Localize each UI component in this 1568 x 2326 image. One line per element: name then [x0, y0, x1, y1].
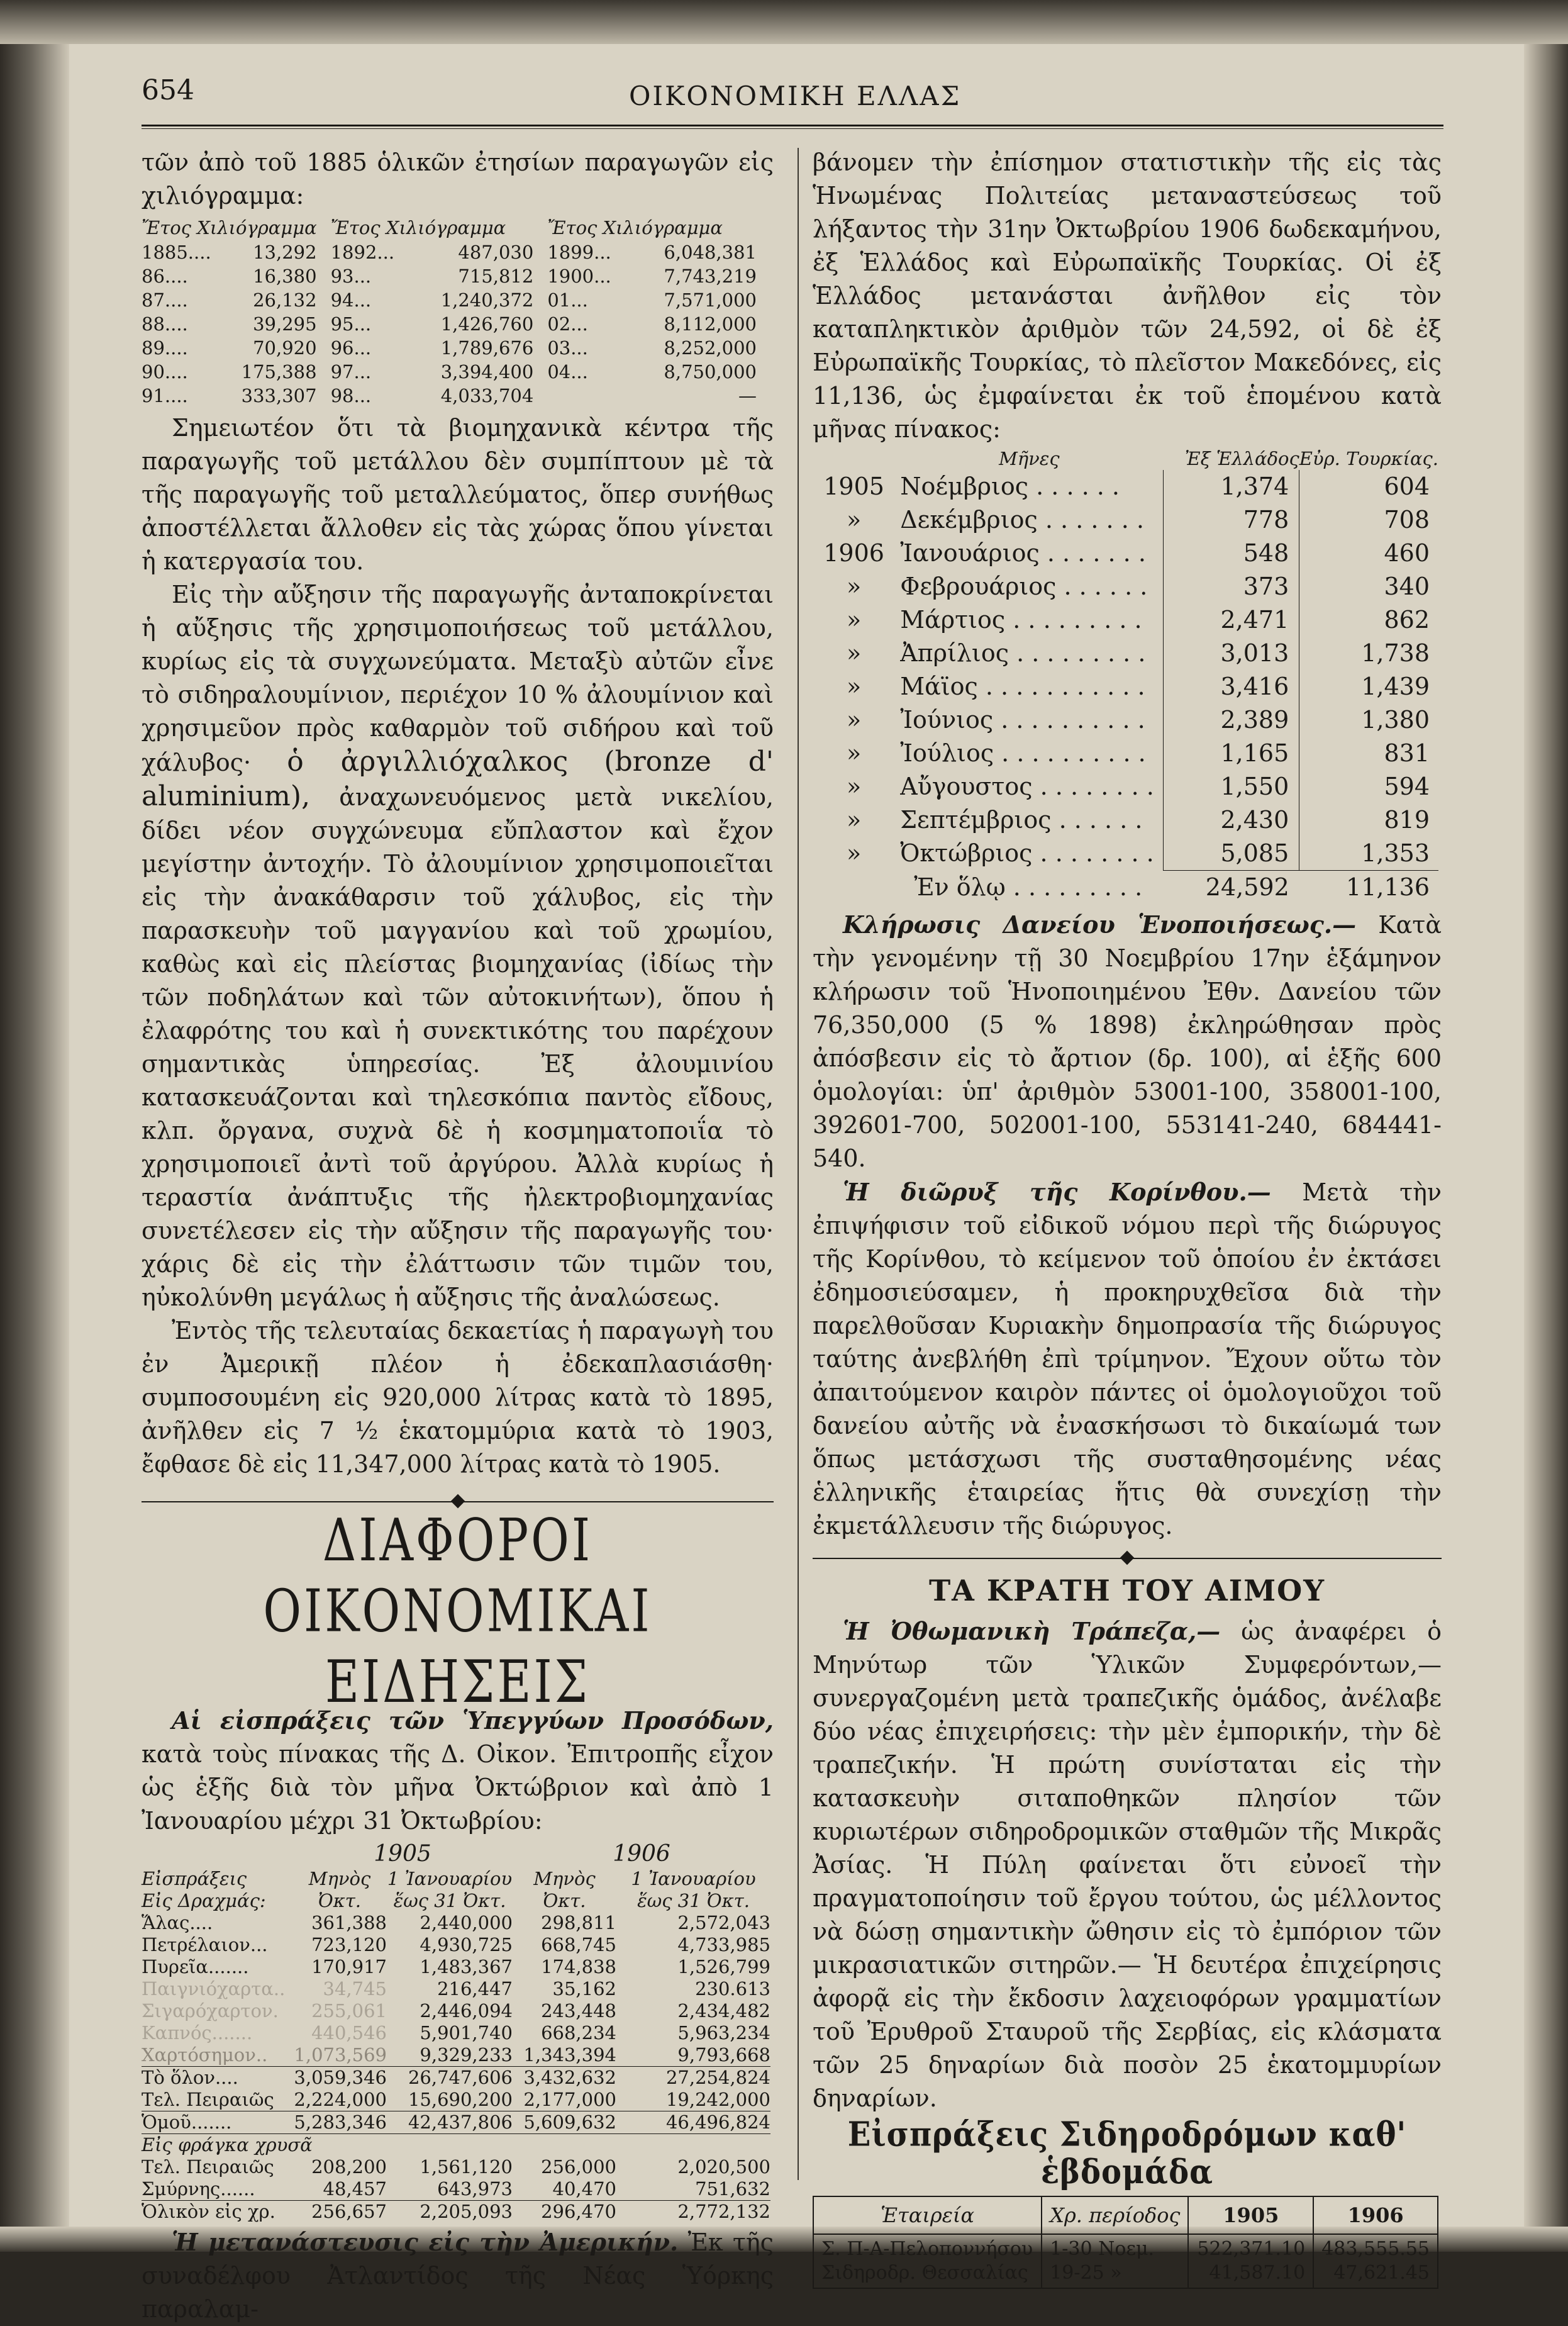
paragraph-text: Κατὰ τὴν γενομένην τῇ 30 Νοεμβρίου 17ην ἑξάμηνον κλήρωσιν τοῦ Ἡνοποιημένου Ἐθν. Δανείου τῶν 76,350,000 (5 % 1898) ἐκληρώθησαν πρὸς ἀπόσβεσιν εἰς τὸ ἄρτιον (δρ. 100), αἱ ἑξῆς 600 ὁμολογίαι: ὑπ' ἀριθμὸν 53001-100, 358001-100, 392601-700, 502001-100, 553141-240, 684441-540. [813, 911, 1442, 1172]
table-cell: 40,470 [552, 2178, 616, 2200]
paragraph [813, 1614, 1442, 2115]
row-label: Καπνός....... [142, 2022, 253, 2044]
year-cell: » [846, 673, 862, 700]
row-label: Σμύρνης...... [142, 2178, 255, 2200]
table-cell: 9,793,668 [677, 2044, 770, 2066]
table-row [813, 703, 1438, 737]
year-cell: 93... [330, 266, 372, 287]
table-cell: 216,447 [437, 1978, 513, 1999]
paragraph: Σημειωτέον ὅτι τὰ βιομηχανικὰ κέντρα τῆς παραγωγῆς τοῦ μετάλλου δὲν συμπίπτουν μὲ τὰ τῆς παραγωγῆς τοῦ μεταλλεύματος, ὅπερ συνήθως ἀποστέλλεται ἄλλοθεν εἰς τὰς χώρας ὅπου γίνεται ἡ κατεργασία του. [142, 414, 774, 575]
year-row [142, 1840, 770, 1868]
total-row [142, 2067, 770, 2089]
gold-heading: Εἰς φράγκα χρυσᾶ [142, 2134, 770, 2157]
table-cell: 5,283,346 [292, 2111, 387, 2134]
table-row [142, 2044, 770, 2067]
column-header: Ἔτος Χιλιόγραμμα [330, 217, 506, 238]
value-cell: 1,426,760 [440, 313, 534, 335]
row-label: Ὁλικὸν εἰς χρ. [142, 2201, 292, 2223]
column-subheader: ἕως 31 Ὀκτ. [637, 1890, 750, 1911]
year-cell: » [846, 573, 862, 600]
month-cell: Δεκέμβριος . . . . . . . [900, 506, 1144, 534]
row-label: Ὁμοῦ....... [142, 2111, 292, 2134]
company-name: Σ. Π-Α-Πελοποννήσου [821, 2238, 1033, 2260]
left-column [142, 146, 774, 2326]
section-ornament [813, 1546, 1442, 1572]
year-cell: 04... [547, 361, 588, 383]
table-row [142, 288, 770, 312]
column-header: Μηνὸς [533, 1868, 596, 1889]
period: 1-30 Νοεμ. [1050, 2238, 1155, 2260]
table-row [813, 803, 1438, 837]
table-cell: 1,561,120 [420, 2156, 513, 2178]
row-label: Ἐν ὅλῳ . . . . . . . . . [914, 873, 1143, 901]
item-title: Κλήρωσις Δανείου Ἑνοποιήσεως.— [843, 910, 1357, 939]
company-name: Σιδηροδρ. Θεσσαλίας [821, 2262, 1028, 2284]
period-cell [1042, 2234, 1188, 2288]
table-cell: 46,496,824 [616, 2111, 770, 2134]
piraeus-row [142, 2089, 770, 2111]
month-cell: Μάϊος . . . . . . . . . . . [900, 673, 1145, 700]
month-cell: Μάρτιος . . . . . . . . . [900, 606, 1142, 634]
table-cell: 1,738 [1299, 637, 1438, 670]
year-cell: 01... [547, 289, 588, 311]
production-rows [142, 240, 770, 408]
table-cell: 1,439 [1299, 670, 1438, 703]
table-cell: 2,772,132 [616, 2201, 770, 2223]
table-cell: 2,440,000 [420, 1912, 513, 1933]
value-cell: 16,380 [253, 266, 317, 287]
year-cell: 98... [330, 385, 372, 406]
year-cell: 1900... [547, 266, 611, 287]
table-row [142, 1978, 770, 2000]
table-cell: 9,329,233 [420, 2044, 513, 2066]
value-cell: 3,394,400 [440, 361, 534, 383]
table-cell: 2,020,500 [677, 2156, 770, 2178]
row-label: Ἅλας.... [142, 1912, 213, 1933]
table-cell: 208,200 [311, 2156, 387, 2178]
table-row [142, 240, 770, 264]
value-cell: 7,571,000 [664, 289, 757, 311]
scan-shadow-left [0, 0, 69, 2252]
paragraph-text: Μετὰ τὴν ἐπιψήφισιν τοῦ εἰδικοῦ νόμου περὶ τῆς διώρυγος τῆς Κορίνθου, τὸ κείμενον τοῦ ὁποίου ἐν ἐκτάσει ἐδημοσιεύσαμεν, ἡ προκηρυχθεῖσα διὰ τὴν παρελθοῦσαν Κυριακὴν δημοπρασία τῆς διώρυγος ταύτης ἀνεβλήθη ἐπὶ τρίμηνον. Ἔχουν οὕτω τὸν ἀπαιτούμενον καιρὸν πάντες οἱ ὁμολογιοῦχοι τοῦ δανείου αὐτῆς νὰ ἐνασκήσωσι τὸ δικαίωμά των ὅπως μετάσχωσι τῆς συσταθησομένης νέας ἑλληνικῆς ἑταιρείας ἥτις θὰ συνεχίσῃ τὴν ἐκμετάλλευσιν τῆς διώρυγος. [813, 1178, 1442, 1540]
year-cell: 97... [330, 361, 372, 383]
value-cell: — [738, 385, 757, 406]
table-cell: 256,657 [292, 2201, 387, 2223]
table-row [142, 1912, 770, 1934]
table-cell: 2,430 [1164, 803, 1299, 837]
table-header-row [142, 1868, 770, 1890]
table-row [813, 2234, 1438, 2288]
table-cell: 255,061 [311, 2000, 387, 2021]
value-cell: 39,295 [253, 313, 317, 335]
column-header: Μῆνες [999, 448, 1060, 469]
table-cell: 1,380 [1299, 703, 1438, 737]
column-header: Ἔτος Χιλιόγραμμα [547, 217, 723, 238]
year-cell: 90.... [142, 361, 188, 383]
revenue-rows [142, 1912, 770, 2067]
column-header: Μηνὸς [308, 1868, 371, 1889]
table-row [142, 1934, 770, 1956]
table-cell: 3,432,632 [513, 2067, 616, 2089]
value-cell: 13,292 [253, 242, 317, 263]
table-cell: 3,059,346 [292, 2067, 387, 2089]
table-cell: 751,632 [695, 2178, 770, 2200]
table-cell: 256,000 [541, 2156, 616, 2178]
table-cell: 42,437,806 [387, 2111, 513, 2134]
month-cell: Νοέμβριος . . . . . . [900, 472, 1120, 500]
table-row [142, 312, 770, 336]
table-cell: 3,416 [1164, 670, 1299, 703]
table-row [142, 2201, 770, 2223]
table-row [813, 637, 1438, 670]
table-cell: 1,526,799 [677, 1956, 770, 1977]
table-cell: 668,234 [541, 2022, 616, 2044]
year-cell: 03... [547, 337, 588, 359]
table-subheader-row [142, 1890, 770, 1912]
table-cell: 778 [1164, 503, 1299, 537]
paragraph [142, 2225, 774, 2326]
value-cell: 8,252,000 [664, 337, 757, 359]
table-row [813, 570, 1438, 603]
section-heading: ΔΙΑΦΟΡΟΙ ΟΙΚΟΝΟΜΙΚΑΙ ΕΙΔΗΣΕΙΣ [263, 1506, 652, 1716]
gold-heading-row [142, 2134, 770, 2157]
table-cell: 2,572,043 [677, 1912, 770, 1933]
column-header: Εὐρ. Τουρκίας. [1299, 448, 1438, 469]
year-cell: 02... [547, 313, 588, 335]
table-cell: 862 [1299, 603, 1438, 637]
value-cell: 1,240,372 [440, 289, 534, 311]
running-title: ΟΙΚΟΝΟΜΙΚΗ ΕΛΛΑΣ [629, 81, 962, 111]
table-cell: 668,745 [541, 1934, 616, 1955]
table-cell: 48,457 [323, 2178, 387, 2200]
value-cell: 26,132 [253, 289, 317, 311]
column-header: 1 Ἰανουαρίου [631, 1868, 756, 1889]
month-cell: Αὔγουστος . . . . . . . . [900, 773, 1154, 800]
value-cell [1188, 2234, 1313, 2288]
paragraph [142, 578, 774, 1314]
column-header: Ἑταιρεία [813, 2196, 1042, 2234]
paragraph-text: Εἰς τὴν αὔξησιν τῆς παραγωγῆς ἀνταποκρίνεται ἡ αὔξησις τῆς χρησιμοποιήσεως τοῦ μετάλλου, κυρίως εἰς τὰ συγχωνεύματα. Μεταξὺ αὐτῶν εἶνε τὸ σιδηραλουμίνιον, περιέχον 10 % ἀλουμίνιον καὶ χρησιμεῦον πρὸς καθαρμὸν τοῦ σιδήρου καὶ τοῦ χάλυβος· [142, 581, 774, 776]
value-cell: 7,743,219 [664, 266, 757, 287]
month-cell: Ἰούλιος . . . . . . . . . . [900, 739, 1146, 767]
table-cell: 2,471 [1164, 603, 1299, 637]
table-cell: 1,483,367 [420, 1956, 513, 1977]
year-cell: » [846, 606, 862, 634]
header-rule [142, 125, 1443, 129]
table-cell: 3,013 [1164, 637, 1299, 670]
revenue-table [142, 1840, 770, 2223]
month-cell: Ἰούνιος . . . . . . . . . . [900, 706, 1145, 734]
year-cell: 94... [330, 289, 372, 311]
row-label: Χαρτόσημον.. [142, 2044, 268, 2066]
table-cell: 548 [1164, 537, 1299, 570]
value-cell: 487,030 [458, 242, 534, 263]
table-cell: 723,120 [311, 1934, 387, 1955]
row-label: Σιγαρόχαρτον. [142, 2000, 279, 2021]
table-row [142, 1956, 770, 1978]
alloy-term: ὁ ἀργιλλιόχαλκος [287, 746, 569, 778]
year-cell: 1905 [823, 472, 884, 500]
year-cell: » [846, 739, 862, 767]
column-divider [798, 148, 799, 2180]
table-cell: 1,374 [1164, 470, 1299, 503]
table-cell: 174,838 [541, 1956, 616, 1977]
value-cell: 70,920 [253, 337, 317, 359]
value-cell: 175,388 [241, 361, 317, 383]
column-header: Ἐξ Ἑλλάδος [1184, 448, 1299, 469]
table-cell: 26,747,606 [387, 2067, 513, 2089]
french-term: (bronze d' aluminium), [142, 746, 774, 812]
row-label: Πετρέλαιον... [142, 1934, 268, 1955]
right-column [813, 146, 1442, 2289]
month-cell: Φεβρουάριος . . . . . . [900, 573, 1148, 600]
column-subheader: Ὀκτ. [543, 1890, 586, 1911]
table-cell: 373 [1164, 570, 1299, 603]
railway-receipts-table [813, 2196, 1438, 2289]
value-cell [1313, 2234, 1438, 2288]
table-cell: 2,224,000 [294, 2089, 387, 2110]
table-cell: 460 [1299, 537, 1438, 570]
emigration-table [813, 447, 1438, 904]
table-cell: 643,973 [437, 2178, 513, 2200]
table-header-row [142, 215, 770, 240]
table-row [142, 2022, 770, 2044]
year-cell: 1899... [547, 242, 611, 263]
year-cell: 91.... [142, 385, 188, 406]
column-subheader: Εἰς Δραχμάς: [142, 1890, 266, 1911]
table-cell: 4,930,725 [420, 1934, 513, 1955]
paragraph: Ἐντὸς τῆς τελευταίας δεκαετίας ἡ παραγωγὴ του ἐν Ἀμερικῇ πλέον ἡ ἐδεκαπλασιάσθη· συμποσουμένη εἰς 920,000 λίτρας κατὰ τὸ 1895, ἀνῆλθεν εἰς 7 ½ ἑκατομμύρια κατὰ τὸ 1903, ἔφθασε δὲ εἰς 11,347,000 λίτρας κατὰ τὸ 1905. [142, 1317, 774, 1478]
row-label: Τελ. Πειραιῶς [142, 2089, 274, 2110]
table-row [813, 770, 1438, 803]
table-row [813, 603, 1438, 637]
table-cell: 19,242,000 [665, 2089, 770, 2110]
year-cell: » [846, 806, 862, 834]
section-heading: ΤΑ ΚΡΑΤΗ ΤΟΥ ΑΙΜΟΥ [928, 1574, 1326, 1608]
table-cell: 2,434,482 [677, 2000, 770, 2021]
paragraph-text: κατὰ τοὺς πίνακας τῆς Δ. Οἰκον. Ἐπιτροπῆς εἶχον ὡς ἑξῆς διὰ τὸν μῆνα Ὀκτώβριον καὶ ἀπὸ 1 Ἰανουαρίου μέχρι 31 Ὀκτωβρίου: [142, 1740, 774, 1835]
gold-rows [142, 2156, 770, 2223]
column-subheader: ἕως 31 Ὀκτ. [393, 1890, 506, 1911]
table-row [813, 737, 1438, 770]
table-row [142, 264, 770, 288]
row-label: Τελ. Πειραιῶς [142, 2156, 274, 2178]
table-row [142, 2156, 770, 2178]
table-cell: 2,205,093 [387, 2201, 513, 2223]
item-title: Ἡ διῶρυξ τῆς Κορίνθου.— [843, 1178, 1271, 1206]
year-cell: » [846, 839, 862, 868]
table-cell: 2,177,000 [523, 2089, 616, 2110]
table-cell: 11,136 [1299, 871, 1438, 905]
table-row [142, 360, 770, 384]
table-cell: 708 [1299, 503, 1438, 537]
item-title: Ἡ μετανάστευσις εἰς τὴν Ἀμερικήν. [172, 2228, 679, 2256]
column-header: Ἔτος Χιλιόγραμμα [142, 217, 317, 238]
table-row [813, 503, 1438, 537]
table-cell: 1,073,569 [294, 2044, 387, 2066]
table-cell: 24,592 [1164, 871, 1299, 905]
table-cell: 831 [1299, 737, 1438, 770]
column-subheader: Ὀκτ. [318, 1890, 362, 1911]
table-row [142, 336, 770, 360]
scan-shadow-top [0, 0, 1568, 44]
year-cell: 86.... [142, 266, 188, 287]
month-cell: Ἰανουάριος . . . . . . . [900, 539, 1146, 567]
paragraph [813, 908, 1442, 1175]
table-header-row [813, 447, 1438, 470]
aluminium-production-table [142, 215, 770, 408]
table-cell: 340 [1299, 570, 1438, 603]
value-cell: 4,033,704 [440, 385, 534, 406]
value-cell: 715,812 [458, 266, 534, 287]
year-cell: 1885.... [142, 242, 211, 263]
value-1906: 483,555.55 [1321, 2238, 1430, 2260]
table-cell: 819 [1299, 803, 1438, 837]
table-cell: 170,917 [311, 1956, 387, 1977]
total-row [813, 871, 1438, 905]
table-cell: 35,162 [552, 1978, 616, 1999]
year-cell: 95... [330, 313, 372, 335]
ornament-diamond-icon [1120, 1551, 1135, 1565]
table-cell: 1,165 [1164, 737, 1299, 770]
column-header: 1905 [1188, 2196, 1313, 2234]
month-cell: Σεπτέμβριος . . . . . . [900, 806, 1143, 834]
table-cell: 4,733,985 [677, 1934, 770, 1955]
table-cell: 594 [1299, 770, 1438, 803]
year-cell: » [846, 506, 862, 534]
item-title: Ἡ Ὀθωμανικὴ Τράπεζα,— [843, 1617, 1221, 1645]
column-header: Εἰσπράξεις [142, 1868, 247, 1889]
table-cell: 440,546 [311, 2022, 387, 2044]
paragraph: βάνομεν τὴν ἐπίσημον στατιστικὴν τῆς εἰς τὰς Ἡνωμένας Πολιτείας μεταναστεύσεως τοῦ λήξαντος τὴν 31ην Ὀκτωβρίου 1906 δωδεκαμήνου, ἐξ Ἑλλάδος καὶ Εὐρωπαϊκῆς Τουρκίας. Οἱ ἐξ Ἑλλάδος μετανάσται ἀνῆλθον εἰς τὸν καταπληκτικὸν ἀριθμὸν τῶν 24,592, οἱ δὲ ἐξ Εὐρωπαϊκῆς Τουρκίας, τὸ πλεῖστον Μακεδόνες, εἰς 11,136, ὡς ἐμφαίνεται ἐκ τοῦ ἑπομένου κατὰ μῆνας πίνακος: [813, 148, 1442, 443]
paragraph-text: ἀναχωνευόμενος μετὰ νικελίου, δίδει νέον συγχώνευμα εὔπλαστον καὶ ἔχον μεγίστην ἀντοχήν. Τὸ ἀλουμίνιον χρησιμοποιεῖται εἰς τὴν ἀνακάθαρσιν τοῦ χάλυβος, εἰς τὴν παρασκευὴν τοῦ μαγγανίου καὶ τοῦ χρωμίου, καθὼς καὶ εἰς πλείστας βιομηχανίας (ἰδίως τὴν τῶν ποδηλάτων καὶ τῶν αὐτοκινήτων), ὅπου ἡ ἐλαφρότης του καὶ ἡ συνεκτικότης του παρέχουν σημαντικὰς ὑπηρεσίας. Ἐξ ἀλουμινίου κατασκευάζονται καὶ τηλεσκόπια παντὸς εἴδους, κλπ. ὄργανα, συχνὰ δὲ ἡ κοσμηματοποιΐα τὸ χρησιμοποιεῖ ἀντὶ τοῦ ἀργύρου. Ἀλλὰ κυρίως ἡ τεραστία ἀνάπτυξις τῆς ἠλεκτροβιομηχανίας συνετέλεσεν εἰς τὴν αὔξησιν τῆς παραγωγῆς του· χάρις δὲ εἰς τὴν ἐλάττωσιν τῶν τιμῶν του, ηὐκολύνθη μεγάλως ἡ αὔξησις τῆς ἀναλώσεως. [142, 783, 774, 1311]
column-header: 1 Ἰανουαρίου [387, 1868, 513, 1889]
table-cell: 34,745 [323, 1978, 387, 1999]
table-cell: 298,811 [541, 1912, 616, 1933]
table-row [142, 2178, 770, 2201]
table-row [142, 2000, 770, 2022]
year-cell: 87.... [142, 289, 188, 311]
item-title: Αἱ εἰσπράξεις τῶν Ὑπεγγύων Προσόδων, [172, 1706, 774, 1735]
year-label: 1905 [374, 1841, 431, 1867]
year-cell: » [846, 773, 862, 800]
table-row [142, 384, 770, 408]
row-label: Τὸ ὅλον.... [142, 2067, 292, 2089]
table-header-row [813, 2196, 1438, 2234]
year-cell: 89.... [142, 337, 188, 359]
year-cell: 88.... [142, 313, 188, 335]
value-cell: 8,750,000 [664, 361, 757, 383]
railway-heading: Εἰσπράξεις Σιδηροδρόμων καθ' ἑβδομάδα [847, 2115, 1407, 2192]
paragraph [813, 1175, 1442, 1543]
table-cell: 230.613 [695, 1978, 770, 1999]
table-cell: 5,901,740 [420, 2022, 513, 2044]
month-cell: Ἀπρίλιος . . . . . . . . . [900, 639, 1146, 667]
paragraph-text: ὡς ἀναφέρει ὁ Μηνύτωρ τῶν Ὑλικῶν Συμφερόντων,— συνεργαζομένη μετὰ τραπεζικῆς ὁμάδος, ἀνέλαβε δύο νέας ἐπιχειρήσεις: τὴν μὲν ἐμπορικήν, τὴν δὲ τραπεζικήν. Ἡ πρώτη συνίσταται εἰς τὴν κατασκευὴν σιταποθηκῶν πλησίον τῶν κυριωτέρων σιδηροδρομικῶν σταθμῶν τῆς Μικρᾶς Ἀσίας. Ἡ Πύλη φαίνεται ὅτι εὐνοεῖ τὴν πραγματοποίησιν τοῦ ἔργου τούτου, ὡς μέλλοντος νὰ δώσῃ σημαντικὴν ὤθησιν εἰς τὸ ἐμπόριον τῶν μικρασιατικῶν σιτηρῶν.— Ἡ δευτέρα ἐπιχείρησις ἀφορᾷ εἰς τὴν ἔκδοσιν λαχειοφόρων γραμματίων τοῦ Ἐρυθροῦ Σταυροῦ τῆς Σερβίας, εἰς κλάσματα τῶν 25 δηναρίων διὰ ποσὸν 25 ἑκατομμυρίων δηναρίων. [813, 1618, 1442, 2112]
table-cell: 27,254,824 [616, 2067, 770, 2089]
year-cell: 96... [330, 337, 372, 359]
table-cell: 5,609,632 [513, 2111, 616, 2134]
table-row [813, 670, 1438, 703]
row-label: Πυρεῖα....... [142, 1956, 249, 1977]
value-cell: 1,789,676 [440, 337, 534, 359]
paragraph [142, 1704, 774, 1838]
table-cell: 1,550 [1164, 770, 1299, 803]
table-cell: 2,446,094 [420, 2000, 513, 2021]
page-number: 654 [142, 74, 194, 106]
value-1905: 41,587.10 [1209, 2262, 1306, 2284]
table-cell: 5,085 [1164, 837, 1299, 871]
year-cell [547, 384, 626, 408]
table-cell: 5,963,234 [677, 2022, 770, 2044]
year-cell: » [846, 639, 862, 667]
period: 19-25 » [1050, 2262, 1122, 2284]
year-cell: 1906 [823, 539, 884, 567]
table-cell: 296,470 [513, 2201, 616, 2223]
row-label: Παιγνιόχαρτα.. [142, 1978, 286, 1999]
production-intro: τῶν ἀπὸ τοῦ 1885 ὁλικῶν ἐτησίων παραγωγῶν εἰς χιλιόγραμμα: [142, 148, 774, 210]
column-header: Χρ. περίοδος [1042, 2196, 1188, 2234]
month-cell: Ὀκτώβριος . . . . . . . . [900, 839, 1154, 868]
table-cell: 1,353 [1299, 837, 1438, 871]
table-cell: 15,690,200 [408, 2089, 513, 2110]
table-cell: 2,389 [1164, 703, 1299, 737]
table-cell: 604 [1299, 470, 1438, 503]
scan-shadow-right [1524, 0, 1568, 2252]
year-cell: 1892... [330, 242, 395, 263]
value-1906: 47,621.45 [1333, 2262, 1430, 2284]
table-cell: 1,343,394 [523, 2044, 616, 2066]
table-row [813, 470, 1438, 503]
value-1905: 522,371.10 [1197, 2238, 1306, 2260]
sum-row [142, 2111, 770, 2134]
table-cell: 243,448 [541, 2000, 616, 2021]
table-row [813, 537, 1438, 570]
company-cell [813, 2234, 1042, 2288]
year-cell: » [846, 706, 862, 734]
table-cell: 361,388 [311, 1912, 387, 1933]
emigration-rows [813, 470, 1438, 871]
paragraph-text: Ἐκ τῆς συναδέλφου Ἀτλαντίδος τῆς Νέας Ὑόρκης παραλαμ- [142, 2228, 774, 2323]
value-cell: 333,307 [241, 385, 317, 406]
value-cell: 6,048,381 [664, 242, 757, 263]
value-cell: 8,112,000 [664, 313, 757, 335]
column-header: 1906 [1313, 2196, 1438, 2234]
table-row [813, 837, 1438, 871]
year-label: 1906 [613, 1841, 670, 1867]
